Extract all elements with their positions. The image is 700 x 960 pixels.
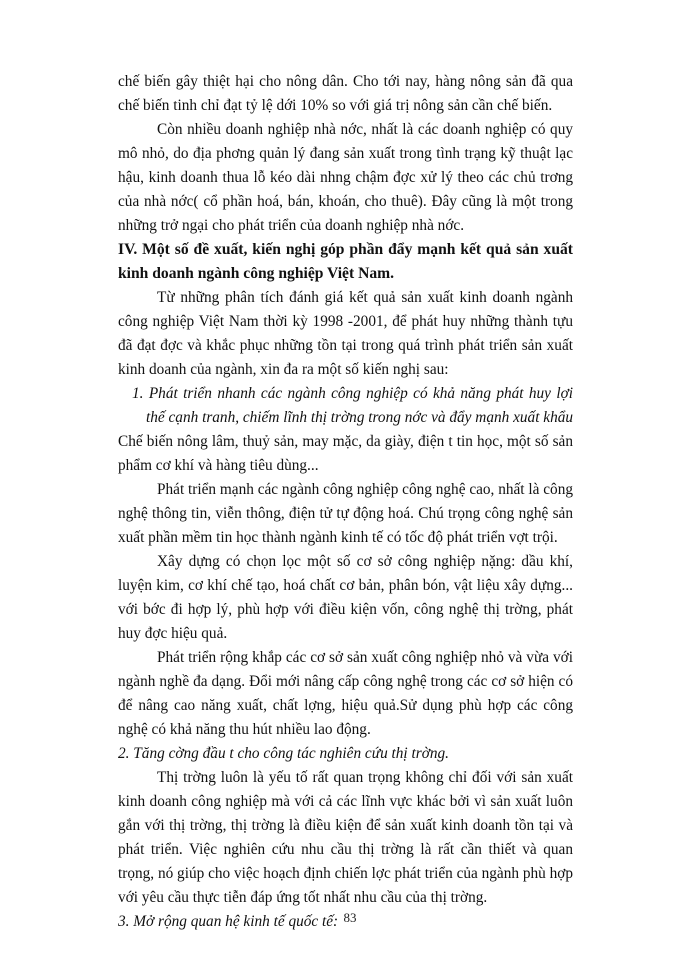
paragraph: Chế biến nông lâm, thuỷ sản, may mặc, da giày, điện t tin học, một số sản phẩm cơ khí và hàng tiêu dùng... [118,433,573,474]
page-body [118,70,573,934]
list-item: 1. Phát triển nhanh các ngành công nghiệp có khả năng phát huy lợi thế cạnh tranh, chiếm lĩnh thị trờng trong nớc và đẩy mạnh xuất khẩu [132,385,574,426]
paragraph: Còn nhiều doanh nghiệp nhà nớc, nhất là các doanh nghiệp có quy mô nhỏ, do địa phơng quản lý đang sản xuất trong tình trạng kỹ thuật lạc hậu, kinh doanh thua lỗ kéo dài nhng chậm đợc xử lý theo các chủ trơng của nhà nớc( cổ phần hoá, bán, khoán, cho thuê). Đây cũng là một trong những trở ngại cho phát triển của doanh nghiệp nhà nớc. [118,121,573,234]
paragraph: Phát triển rộng khắp các cơ sở sản xuất công nghiệp nhỏ và vừa với ngành nghề đa dạng. Đổi mới nâng cấp công nghệ trong các cơ sở hiện có để nâng cao năng xuất, chất lợng, hiệu quả.Sử dụng phù hợp các công nghệ có khả năng thu hút nhiều lao động. [118,649,573,738]
paragraph: Từ những phân tích đánh giá kết quả sản xuất kinh doanh ngành công nghiệp Việt Nam thời kỳ 1998 -2001, để phát huy những thành tựu đã đạt đợc và khắc phục những tồn tại trong quá trình phát triển sản xuất kinh doanh của ngành, xin đa ra một số kiến nghị sau: [118,289,573,378]
page-number: 83 [343,910,357,925]
section-heading: IV. Một số đề xuất, kiến nghị góp phần đẩy mạnh kết quả sản xuất kinh doanh ngành công nghiệp Việt Nam. [118,241,573,282]
paragraph: Phát triển mạnh các ngành công nghiệp công nghệ cao, nhất là công nghệ thông tin, viễn thông, điện tử tự động hoá. Chú trọng công nghệ sản xuất phần mềm tin học thành ngành kinh tế có tốc độ phát triển vợt trội. [118,481,573,546]
paragraph: chế biến gây thiệt hại cho nông dân. Cho tới nay, hàng nông sản đã qua chế biến tinh chỉ đạt tỷ lệ dới 10% so với giá trị nông sản cần chế biến. [118,73,573,114]
paragraph: Thị trờng luôn là yếu tố rất quan trọng không chỉ đối với sản xuất kinh doanh công nghiệp mà với cả các lĩnh vực khác bởi vì sản xuất luôn gắn với thị trờng, thị trờng là điều kiện để sản xuất kinh doanh tồn tại và phát triển. Việc nghiên cứu nhu cầu thị trờng là rất cần thiết và quan trọng, nó giúp cho việc hoạch định chiến lợc phát triển của ngành phù hợp với yêu cầu thực tiễn đáp ứng tốt nhất nhu cầu của thị trờng. [118,769,573,906]
paragraph: Xây dựng có chọn lọc một số cơ sở công nghiệp nặng: dầu khí, luyện kim, cơ khí chế tạo, hoá chất cơ bản, phân bón, vật liệu xây dựng... với bớc đi hợp lý, phù hợp với điều kiện vốn, công nghệ thị trờng, phát huy đợc hiệu quả. [118,553,573,642]
subsection-heading: 3. Mở rộng quan hệ kinh tế quốc tế: [118,913,339,930]
subsection-heading: 2. Tăng cờng đầu t cho công tác nghiên cứu thị trờng. [118,745,449,762]
